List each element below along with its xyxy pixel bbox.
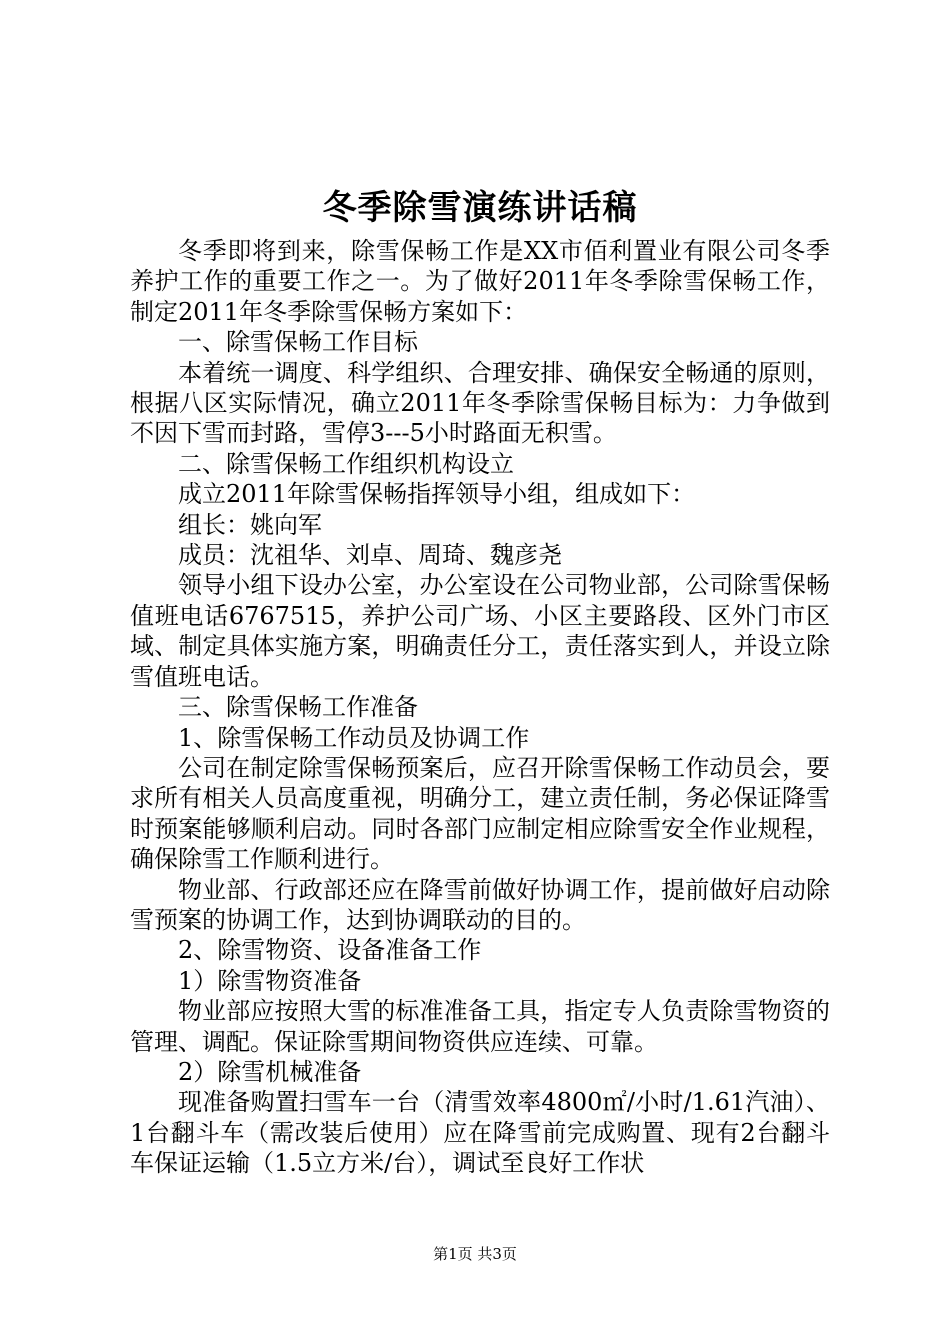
paragraph-coordination: 物业部、行政部还应在降雪前做好协调工作，提前做好启动除雪预案的协调工作，达到协调联动的目的。 <box>130 875 830 934</box>
heading-section-1: 一、除雪保畅工作目标 <box>178 328 418 357</box>
heading-subsection-2: 2、除雪物资、设备准备工作 <box>178 936 482 965</box>
paragraph-intro: 冬季即将到来，除雪保畅工作是XX市佰利置业有限公司冬季养护工作的重要工作之一。为了做好2011年冬季除雪保畅工作，制定2011年冬季除雪保畅方案如下： <box>130 237 830 326</box>
paragraph-members: 成员：沈祖华、刘卓、周琦、魏彦尧 <box>178 541 562 570</box>
heading-item-machinery: 2）除雪机械准备 <box>178 1057 362 1086</box>
paragraph-leader: 组长：姚向军 <box>178 510 322 539</box>
paragraph-machinery: 现准备购置扫雪车一台（清雪效率4800㎡/小时/1.61汽油）、1台翻斗车（需改装后使用）应在降雪前完成购置、现有2台翻斗车保证运输（1.5立方米/台），调试至良好工作状 <box>130 1088 830 1178</box>
heading-subsection-1: 1、除雪保畅工作动员及协调工作 <box>178 723 530 752</box>
heading-section-3: 三、除雪保畅工作准备 <box>178 693 418 722</box>
heading-section-2: 二、除雪保畅工作组织机构设立 <box>178 449 514 478</box>
heading-item-materials: 1）除雪物资准备 <box>178 966 362 995</box>
paragraph-goal: 本着统一调度、科学组织、合理安排、确保安全畅通的原则，根据八区实际情况，确立2011年冬季除雪保畅目标为：力争做到不因下雪而封路，雪停3---5小时路面无积雪。 <box>130 358 830 448</box>
paragraph-materials: 物业部应按照大雪的标准准备工具，指定专人负责除雪物资的管理、调配。保证除雪期间物资供应连续、可靠。 <box>130 997 830 1056</box>
paragraph-office: 领导小组下设办公室，办公室设在公司物业部，公司除雪保畅值班电话6767515，养护公司广场、小区主要路段、区外门市区域、制定具体实施方案，明确责任分工，责任落实到人，并设立除雪值班电话。 <box>130 571 830 691</box>
paragraph-group: 成立2011年除雪保畅指挥领导小组，组成如下： <box>178 480 696 509</box>
paragraph-mobilization: 公司在制定除雪保畅预案后，应召开除雪保畅工作动员会，要求所有相关人员高度重视，明确分工，建立责任制，务必保证降雪时预案能够顺利启动。同时各部门应制定相应除雪安全作业规程，确保除雪工作顺利进行。 <box>130 753 830 874</box>
document-page <box>130 180 830 1179</box>
page-footer: 第1页 共3页 <box>433 1245 517 1263</box>
document-title: 冬季除雪演练讲话稿 <box>322 188 638 228</box>
